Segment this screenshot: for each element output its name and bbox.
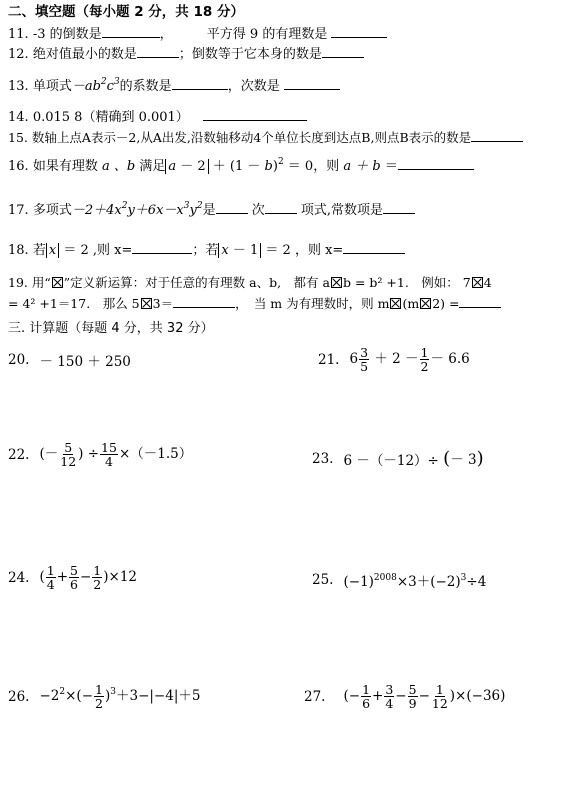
q19-blank-1[interactable] <box>173 295 235 308</box>
q22 <box>8 441 192 468</box>
q13-text-a: 单项式 <box>32 79 72 94</box>
q27-num: 27. <box>304 688 326 705</box>
boxed-x-operator-icon <box>472 277 483 288</box>
q26-num: 26. <box>8 688 30 705</box>
q21-num: 21. <box>318 351 340 368</box>
q19-text-d: 4 <box>483 275 492 290</box>
q19-text-g: ， 当 m 为有理数时，则 m <box>235 296 390 311</box>
q17-blank-1[interactable] <box>216 201 248 214</box>
q23-expr: 6 －（－12）÷ <box>343 452 439 469</box>
q20-expr: － 150 ＋ 250 <box>39 354 131 370</box>
q15-text: 数轴上点A表示－2,从A出发,沿数轴移动4个单位长度到达点B,则点B表示的数是 <box>31 130 472 145</box>
q16-num: 16. <box>8 159 29 174</box>
q23 <box>312 448 484 469</box>
q18-text-c: ；若 <box>192 243 219 258</box>
q13-blank-2[interactable] <box>284 77 340 90</box>
q21 <box>318 346 470 373</box>
boxed-x-operator-icon <box>52 277 63 288</box>
q19-text-h: (m <box>402 296 420 311</box>
q16-text-d: ＝ <box>384 159 398 174</box>
q11-text-a: -3 的倒数是 <box>32 27 102 42</box>
q12 <box>8 45 364 63</box>
boxed-x-operator-icon <box>331 277 342 288</box>
q18 <box>8 241 405 259</box>
q17-polynomial: $-2+4x^2y+6x-x^3y^2$ <box>71 201 203 218</box>
q14-text: 0.015 8（精确到 0.001） <box>32 110 189 125</box>
q16-text-b: 满足 <box>139 159 166 174</box>
q19-text-f: 3＝ <box>152 296 174 311</box>
q16-equation: $a - 2 + (1 - b)^2 = 0$ <box>165 159 313 174</box>
q17-text-c: 次 <box>251 203 265 218</box>
q23-tail: (－ 3) <box>443 448 484 469</box>
boxed-x-operator-icon <box>390 298 401 309</box>
q13-blank-1[interactable] <box>172 77 228 90</box>
q14-num: 14. <box>8 110 29 125</box>
q16-text-a: 如果有理数 <box>32 159 98 174</box>
q11-blank-2[interactable] <box>331 25 387 38</box>
q19-text-b: ”定义新运算：对于任意的有理数 a、b, 都有 a <box>63 275 330 290</box>
q22-expr: (－ $\frac{5}{12}$ ) ÷ $\frac{15}{4}$ ×（－1.5） <box>39 440 193 469</box>
q16-text-c: ，则 <box>313 159 340 174</box>
q17-blank-2[interactable] <box>265 201 297 214</box>
q18-blank-2[interactable] <box>343 241 405 254</box>
q19-text-i: 2) = <box>432 296 460 311</box>
q18-text-d: ＝ 2 ，则 x= <box>265 243 344 258</box>
q22-num: 22. <box>8 446 30 463</box>
q12-text-a: 绝对值最小的数是 <box>32 47 137 62</box>
section3-title: 三. 计算题（每题 4 分，共 32 分） <box>8 321 214 336</box>
q19-text-c: b = b² +1. 例如： 7 <box>342 275 471 290</box>
q12-blank-2[interactable] <box>322 45 364 58</box>
q27 <box>304 683 505 710</box>
q23-num: 23. <box>312 450 334 467</box>
q16-vars: a 、b <box>97 159 140 174</box>
q13-text-c: ，次数是 <box>227 79 280 94</box>
q15 <box>8 129 523 146</box>
q19-line2 <box>8 295 501 312</box>
q25 <box>312 570 486 590</box>
q16-blank[interactable] <box>398 157 474 170</box>
q25-num: 25. <box>312 572 334 588</box>
q24 <box>8 564 137 591</box>
q11-blank-1[interactable] <box>102 25 160 38</box>
q15-blank[interactable] <box>471 129 523 142</box>
q13-text-b: 的系数是 <box>119 79 172 94</box>
q11 <box>8 25 387 43</box>
boxed-x-operator-icon <box>141 298 152 309</box>
q13 <box>8 77 340 95</box>
q13-num: 13. <box>8 79 29 94</box>
q16 <box>8 157 474 175</box>
q24-num: 24. <box>8 569 30 586</box>
q14-blank[interactable] <box>203 108 307 121</box>
q13-monomial: $-ab^2c^3$ <box>71 77 120 94</box>
q11-text-c: 平方得 9 的有理数是 <box>206 27 328 42</box>
q26-expr: $-2^2\times(-$ $\frac{1}{2}$ )$^3$＋3−|−4|＋5 <box>39 682 201 711</box>
q18-abs-x-1: x － 1 <box>218 243 261 258</box>
q24-expr: ( $\frac{1}{4}$ + $\frac{5}{6}$ − $\frac{1}{2}$ )×12 <box>39 563 138 592</box>
q19-text-a: 用“ <box>31 275 51 290</box>
q12-text-b: ；倒数等于它本身的数是 <box>178 47 322 62</box>
q14 <box>8 108 307 126</box>
q19-line1 <box>8 275 492 291</box>
q19-blank-2[interactable] <box>459 295 501 308</box>
q20 <box>8 350 131 370</box>
q27-expr: (− $\frac{1}{6}$ + $\frac{3}{4}$ − $\frac{5}{9}$ − $\frac{1}{12}$ )×(−36) <box>343 682 506 711</box>
q18-text-b: ＝ 2 ,则 x= <box>63 243 133 258</box>
q17-blank-3[interactable] <box>383 201 415 214</box>
section2-title: 二、填空题（每小题 2 分，共 18 分） <box>8 4 244 20</box>
q19-num: 19. <box>8 275 28 290</box>
q16-sum: a ＋ b <box>339 159 385 174</box>
q26 <box>8 683 200 710</box>
q17-text-b: 是 <box>202 203 216 218</box>
q19-text-e: = 4² +1＝17. 那么 5 <box>8 296 140 311</box>
q18-text-a: 若 <box>32 243 46 258</box>
q11-text-b: ， <box>159 27 173 42</box>
q12-num: 12. <box>8 47 29 62</box>
q18-num: 18. <box>8 243 29 258</box>
q18-abs-x: x <box>46 243 59 258</box>
q17-text-a: 多项式 <box>32 203 72 218</box>
q17-num: 17. <box>8 203 29 218</box>
q18-blank-1[interactable] <box>132 241 192 254</box>
q12-blank-1[interactable] <box>137 45 179 58</box>
boxed-x-operator-icon <box>420 298 431 309</box>
q17 <box>8 201 415 219</box>
q15-num: 15. <box>8 130 28 145</box>
q20-num: 20. <box>8 352 30 368</box>
q25-expr: $(-1)^{2008}\times 3+(-2)^3\div 4$ <box>343 573 487 590</box>
q17-text-d: 项式,常数项是 <box>300 203 384 218</box>
q21-expr: 6 $\frac{3}{5}$ ＋ 2 － $\frac{1}{2}$ － 6.6 <box>349 345 470 374</box>
q11-num: 11. <box>8 27 29 42</box>
